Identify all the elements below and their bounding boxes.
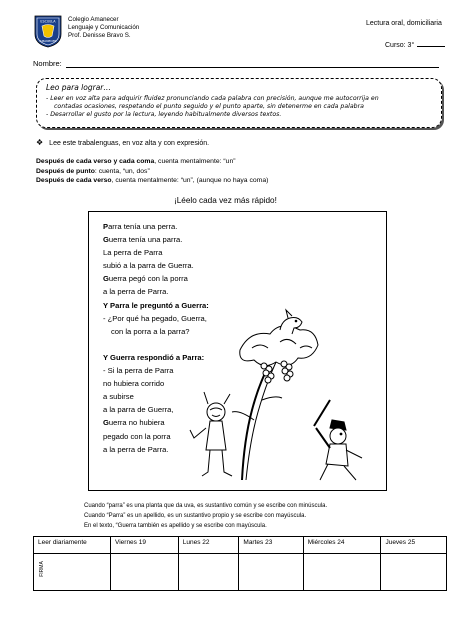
poem-line: - Si la perra de Parra bbox=[103, 366, 174, 376]
poem-line: Y Guerra respondió a Parra: bbox=[103, 352, 205, 362]
day-cell: Jueves 25 bbox=[381, 537, 447, 554]
instruction-text: Lee este trabalenguas, en voz alta y con expresión. bbox=[49, 140, 210, 147]
reading-schedule-table bbox=[33, 536, 447, 591]
poem-line: Guerra pegó con la porra bbox=[103, 274, 188, 284]
instruction bbox=[36, 138, 209, 147]
illustration-vine-dog-men bbox=[180, 300, 380, 485]
note-line: Cuando “Parra” es un apellido, es un sustantivo propio y se escribe con mayúscula. bbox=[84, 513, 307, 519]
name-label: Nombre: bbox=[33, 59, 62, 68]
sign-cell[interactable] bbox=[303, 554, 381, 591]
sign-cell[interactable] bbox=[111, 554, 179, 591]
sign-label: FIRMA bbox=[38, 561, 45, 577]
school-info bbox=[68, 16, 139, 40]
table-row bbox=[34, 554, 447, 591]
poem-line: Y Parra le preguntó a Guerra: bbox=[103, 300, 209, 310]
day-cell: Miércoles 24 bbox=[303, 537, 381, 554]
poem-line: subió a la parra de Guerra. bbox=[103, 261, 194, 271]
day-cell: Martes 23 bbox=[239, 537, 303, 554]
poem-line: pegado con la porra bbox=[103, 431, 171, 441]
poem-line: a la perra de Parra. bbox=[103, 444, 169, 454]
poem-line: Parra tenía una perra. bbox=[103, 222, 178, 231]
notes bbox=[84, 501, 327, 531]
sign-cell[interactable] bbox=[381, 554, 447, 591]
svg-text:AMANECER: AMANECER bbox=[39, 39, 57, 43]
svg-text:ESCUELA: ESCUELA bbox=[40, 19, 56, 24]
goal-list bbox=[46, 95, 436, 119]
day-cell: Viernes 19 bbox=[111, 537, 179, 554]
diamond-bullet-icon: ❖ bbox=[36, 138, 44, 147]
grade-field bbox=[385, 39, 445, 49]
activity-title: Lectura oral, domiciliaria bbox=[366, 20, 442, 27]
goal-line: - Leer en voz alta para adquirir fluidez pronunciando cada palabra con precisión, aunque me autocorrija en bbox=[46, 95, 379, 102]
goal-line: contadas ocasiones, respetando el punto seguido y el punto aparte, sin detenerme en cada palabra bbox=[54, 103, 364, 110]
poem-line: no hubiera corrido bbox=[103, 379, 165, 389]
goal-line: - Desarrollar el gusto por la lectura, leyendo habitualmente diversos textos. bbox=[46, 111, 282, 118]
rule-line: Después de cada verso y cada coma, cuenta mentalmente: “un” bbox=[36, 158, 236, 165]
note-line: En el texto, “Guerra también es apellido y se escribe con mayúscula. bbox=[84, 523, 267, 529]
reading-rules bbox=[36, 157, 268, 186]
goal-title: Leo para lograr… bbox=[46, 83, 111, 92]
read-title: ¡Léelo cada vez más rápido! bbox=[174, 196, 277, 205]
row-label: Leer diariamente bbox=[34, 537, 111, 554]
poem-line: La perra de Parra bbox=[103, 248, 163, 258]
poem-line: con la porra a la parra? bbox=[111, 326, 190, 336]
grade-blank[interactable] bbox=[417, 39, 445, 47]
poem-line: - ¿Por qué ha pegado, Guerra, bbox=[103, 313, 207, 323]
note-line: Cuando “parra” es una planta que da uva, es sustantivo común y se escribe con minúscula. bbox=[84, 503, 328, 509]
sign-cell[interactable] bbox=[178, 554, 239, 591]
table-row bbox=[34, 537, 447, 554]
school-name: Colegio Amanecer bbox=[68, 16, 119, 23]
poem-line: a la parra de Guerra, bbox=[103, 405, 174, 415]
poem-line: a la perra de Parra. bbox=[103, 287, 169, 297]
poem-line: a subirse bbox=[103, 392, 134, 402]
day-cell: Lunes 22 bbox=[178, 537, 239, 554]
school-crest-icon bbox=[33, 14, 63, 48]
subject: Lenguaje y Comunicación bbox=[68, 24, 140, 31]
name-field[interactable] bbox=[66, 67, 439, 68]
sign-label-cell bbox=[34, 554, 111, 591]
rule-line: Después de punto: cuenta, “un, dos” bbox=[36, 167, 150, 175]
sign-cell[interactable] bbox=[239, 554, 303, 591]
grade-label: Curso: 3° bbox=[385, 42, 415, 49]
poem-line: Guerra tenía una parra. bbox=[103, 235, 183, 245]
poem-line: Guerra no hubiera bbox=[103, 418, 165, 428]
rule-line: Después de cada verso, cuenta mentalmente: “un”, (aunque no haya coma) bbox=[36, 177, 269, 184]
teacher: Prof. Denisse Bravo S. bbox=[68, 32, 131, 39]
